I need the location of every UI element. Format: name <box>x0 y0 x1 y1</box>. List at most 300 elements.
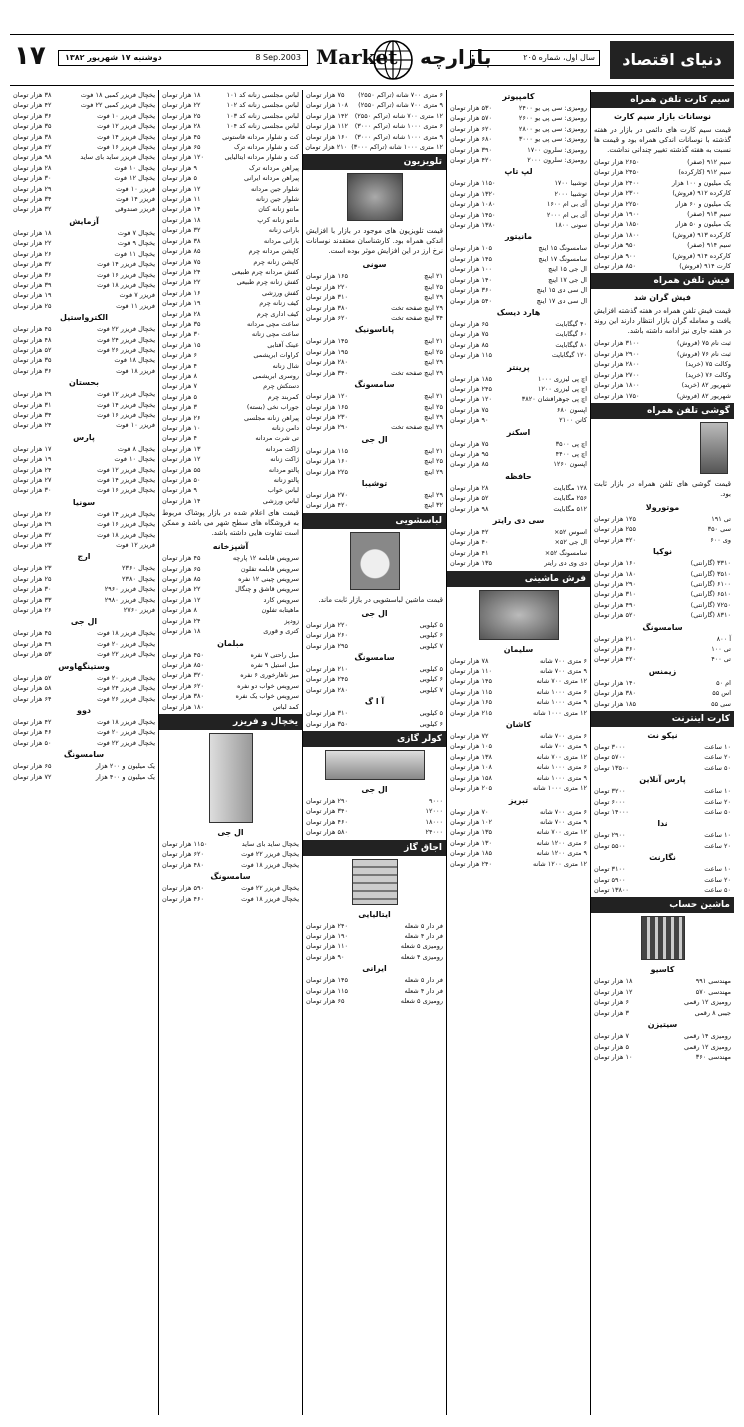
price-row <box>10 475 158 485</box>
price-row <box>447 483 590 493</box>
item-price: ۵۹۰۰ تومان <box>594 875 626 884</box>
price-row <box>447 329 590 339</box>
section-title-english: Market <box>316 45 398 69</box>
item-price: ۳۲ هزار تومان <box>13 205 52 214</box>
item-name: رومیزی ۵ شعله <box>400 997 443 1006</box>
item-price: ۳۱۰۰ تومان <box>594 865 626 874</box>
price-row <box>159 381 302 391</box>
item-price: ۳۳ هزار تومان <box>13 595 52 604</box>
item-price: ۷۲ هزار تومان <box>13 772 52 781</box>
item-name: سرویس کارد <box>263 595 299 604</box>
price-row <box>303 121 446 131</box>
item-price: ۶۲۰ هزار تومان <box>162 681 204 690</box>
item-name: ژاکت زنانه <box>270 455 299 464</box>
item-price: ۱۹ هزار تومان <box>162 299 201 308</box>
brand-heading: نگارنت <box>649 853 676 863</box>
price-row <box>591 634 734 644</box>
price-row <box>159 670 302 680</box>
item-name: فر دار ۵ شعله <box>404 976 443 985</box>
item-name: مانتو زنانه کتان <box>258 205 299 214</box>
price-row <box>447 199 590 209</box>
price-row <box>10 400 158 410</box>
item-price: ۳۹ هزار تومان <box>13 280 52 289</box>
item-name: ۲۹ اینچ <box>424 293 443 302</box>
brand-heading: فیش گران شد <box>633 293 692 303</box>
item-price: ۵۷۰۰ تومان <box>594 753 626 762</box>
item-price: ۳۸ هزار تومان <box>162 236 201 245</box>
price-row <box>303 941 446 951</box>
price-row <box>159 152 302 162</box>
price-row <box>591 199 734 209</box>
price-row <box>159 423 302 433</box>
section-heading: سیم کارت تلفن همراه <box>591 92 734 108</box>
price-row <box>10 111 158 121</box>
section-heading: یخچال و فریزر <box>159 714 302 730</box>
item-price: ۶۰۰۰ تومان <box>594 797 626 806</box>
item-name: یخچال ۸ فوت <box>117 444 155 453</box>
item-price: ۲۲۵۰ هزار تومان <box>594 199 640 208</box>
price-row <box>10 761 158 771</box>
item-name: ساعت مچی مردانه <box>247 319 299 328</box>
item-price: ۲۹۰ هزار تومان <box>306 423 348 432</box>
brand-heading: ایرانی <box>362 964 387 974</box>
item-name: سامسونگ ۱۵ اینچ <box>538 244 587 253</box>
item-price: ۳۰ هزار تومان <box>13 585 52 594</box>
price-row <box>10 249 158 259</box>
item-price: ۲۶ هزار تومان <box>13 606 52 615</box>
item-price: ۵۲ هزار تومان <box>13 673 52 682</box>
item-price: ۱۶۵ هزار تومان <box>450 698 492 707</box>
price-row <box>591 1008 734 1018</box>
item-price: ۴۲۰ هزار تومان <box>306 501 348 510</box>
item-name: رومیزی ۱۲ رقمی <box>684 998 731 1007</box>
item-price: ۳۲۰۰ تومان <box>594 787 626 796</box>
brand-heading: سونی <box>362 260 387 270</box>
section-heading: اجاق گاز <box>303 840 446 856</box>
item-price: ۶۲۰ هزار تومان <box>450 124 492 133</box>
item-name: یخچال فریزر ۲۶ فوت <box>97 345 155 354</box>
price-row <box>10 259 158 269</box>
item-price: ۱۶۰ هزار تومان <box>306 457 348 466</box>
price-row <box>159 702 302 712</box>
price-row <box>10 694 158 704</box>
item-price: ۳۰ هزار تومان <box>162 330 201 339</box>
item-name: یخچال فریزر ۲۹۸۰ <box>104 595 155 604</box>
section-heading: لباسشویی <box>303 513 446 529</box>
item-name: کانن ۲۱۰۰ <box>559 416 587 425</box>
item-price: ۳۸۰ هزار تومان <box>162 692 204 701</box>
price-row <box>10 420 158 430</box>
item-price: ۲۸ هزار تومان <box>162 309 201 318</box>
item-name: آ ۸۰۰ <box>716 634 731 643</box>
price-row <box>591 380 734 390</box>
price-row <box>10 184 158 194</box>
item-price: ۱۱۵ هزار تومان <box>450 687 492 696</box>
item-price: ۲۲ هزار تومان <box>13 239 52 248</box>
item-price: ۳ هزار تومان <box>162 403 197 412</box>
item-name: یخچال ۲۳۸۰ <box>122 574 155 583</box>
item-price: ۳۲ هزار تومان <box>13 530 52 539</box>
price-row <box>10 639 158 649</box>
item-name: دستکش چرم <box>263 382 299 391</box>
item-price: ۴۲ هزار تومان <box>13 143 52 152</box>
item-name: یخچال ۱۲ فوت <box>114 174 155 183</box>
item-price: ۲۴۵ هزار تومان <box>450 384 492 393</box>
item-name: سرویس چینی ۱۲ نفره <box>238 575 299 584</box>
item-price: ۶۲۰ هزار تومان <box>306 314 348 323</box>
price-row <box>447 493 590 503</box>
item-name: دامن زنانه <box>271 424 299 432</box>
item-name: ال سی دی ۱۵ اینچ <box>536 286 587 295</box>
item-price: ۳ هزار تومان <box>594 1008 629 1017</box>
brand-heading: بحستان <box>68 378 99 388</box>
item-name: کت و شلوار مردانه ترک <box>233 143 299 152</box>
section-title-persian: بازارچه <box>420 45 492 69</box>
item-price: ۱۴۰۰۰ تومان <box>594 808 629 817</box>
price-row <box>303 630 446 640</box>
price-row <box>591 251 734 261</box>
price-row <box>159 236 302 246</box>
item-name: فر دار ۵ شعله <box>404 921 443 930</box>
item-price: ۱۳ هزار تومان <box>162 444 201 453</box>
price-row <box>303 313 446 323</box>
price-row <box>303 282 446 292</box>
item-name: فریزر ۷ فوت <box>119 291 155 300</box>
item-name: بارانی زنانه <box>268 226 299 235</box>
item-name: یخچال فریزر ۱۴ فوت <box>97 132 155 141</box>
price-row <box>447 340 590 350</box>
price-row <box>591 864 734 874</box>
item-price: ۳۰ هزار تومان <box>13 486 52 495</box>
price-row <box>303 142 446 152</box>
item-price: ۲۱۰ هزار تومان <box>305 143 348 152</box>
item-name: ۶ کیلویی <box>419 631 443 640</box>
intro-paragraph: قیمت سیم کارت های دائمی در بازار در هفته گذشته با نوسانات اندکی همراه بود و قیمت ها نسبت به هفته گذشته تغییر چندانی نداشت. <box>594 126 731 154</box>
item-price: ۳۶۰ هزار تومان <box>450 286 492 295</box>
price-row <box>591 830 734 840</box>
item-price: ۴۲ هزار تومان <box>13 717 52 726</box>
item-price: ۱۲۰ هزار تومان <box>162 153 204 162</box>
item-name: یخچال فریزر ۱۴ فوت <box>97 260 155 269</box>
item-name: یخچال ۱۰ فوت <box>114 455 155 464</box>
price-row <box>447 405 590 415</box>
brand-heading: سامسونگ <box>642 622 683 632</box>
price-row <box>447 264 590 274</box>
item-price: ۲۸۰ هزار تومان <box>306 358 348 367</box>
price-row <box>591 261 734 271</box>
item-price: ۱۸۵۰ هزار تومان <box>594 220 640 229</box>
item-name: ۵۰ ساعت <box>704 763 731 772</box>
item-price: ۱۸۵ هزار تومان <box>450 374 492 383</box>
price-row <box>10 727 158 737</box>
item-price: ۶۵ هزار تومان <box>162 564 201 573</box>
item-name: اس ۵۵ <box>712 689 731 698</box>
item-name: ال سی دی ۱۷ اینچ <box>536 296 587 305</box>
item-name: ۱۲ متری ۷۰۰ شانه (تراکم ۲۵۵۰) <box>354 111 443 120</box>
price-row <box>591 219 734 229</box>
item-price: ۲۷۰۰ هزار تومان <box>594 370 640 379</box>
price-row <box>159 132 302 142</box>
price-row <box>303 132 446 142</box>
item-price: ۳۱۰ هزار تومان <box>306 293 348 302</box>
price-row <box>591 230 734 240</box>
item-price: ۵۲ هزار تومان <box>13 345 52 354</box>
item-price: ۴۸ هزار تومان <box>13 335 52 344</box>
item-name: رومیزی ۱۲ رقمی <box>684 1042 731 1051</box>
item-name: ۹ متری ۱۲۰۰ شانه <box>536 849 587 858</box>
price-row <box>10 90 158 100</box>
item-name: ۹ متری ۱۰۰۰ شانه <box>536 698 587 707</box>
price-row <box>159 309 302 319</box>
item-price: ۲۲ هزار تومان <box>162 585 201 594</box>
fridge-photo <box>209 733 253 823</box>
price-row <box>591 807 734 817</box>
item-price: ۵۰ هزار تومان <box>13 738 52 747</box>
brand-heading: آزمایش <box>69 216 99 226</box>
item-name: یک میلیون و ۱۰۰ هزار <box>671 178 731 187</box>
price-row <box>159 350 302 360</box>
item-name: یخچال ۷ فوت <box>117 228 155 237</box>
item-name: یک میلیون و ۶۰ هزار <box>675 199 731 208</box>
item-name: یخچال فریزر ۱۸ فوت <box>241 860 299 869</box>
intro-paragraph: قیمت گوشی های تلفن همراه در بازار ثابت بود. <box>594 479 731 498</box>
item-price: ۱۲۵ هزار تومان <box>594 514 636 523</box>
item-name: کیف اداری چرم <box>256 309 299 318</box>
item-price: ۴۵ هزار تومان <box>162 554 201 563</box>
item-price: ۱۳۵ هزار تومان <box>450 559 492 568</box>
item-price: ۱۹ هزار تومان <box>13 455 52 464</box>
price-row <box>159 319 302 329</box>
price-row <box>303 402 446 412</box>
item-price: ۲۶ هزار تومان <box>13 249 52 258</box>
item-name: فر دار ۴ شعله <box>404 932 443 941</box>
item-price: ۱۳۸ هزار تومان <box>450 752 492 761</box>
price-row <box>159 121 302 131</box>
item-name: ۲۱ اینچ <box>424 272 443 281</box>
item-name: وی ۶۰۰ <box>710 535 731 544</box>
item-name: یخچال ۱۰ فوت <box>114 163 155 172</box>
item-name: مبل استیل ۹ نفره <box>250 660 299 669</box>
item-name: سی ۵۵ <box>711 699 731 708</box>
price-row <box>591 569 734 579</box>
item-price: ۲۴۰ هزار تومان <box>450 859 492 868</box>
item-name: یک میلیون و ۴۰۰ هزار <box>95 772 155 781</box>
item-price: ۱۰ هزار تومان <box>594 1052 633 1061</box>
item-price: ۴۵ هزار تومان <box>13 325 52 334</box>
item-price: ۱۳۰ هزار تومان <box>450 838 492 847</box>
item-name: ۹ متری ۱۰۰۰ شانه (تراکم ۳۰۰۰) <box>354 132 443 141</box>
phone-photo <box>700 422 728 474</box>
washer-photo <box>350 532 400 590</box>
item-name: فر دار ۴ شعله <box>404 986 443 995</box>
price-row <box>447 243 590 253</box>
page-number: ۱۷ <box>14 41 46 71</box>
item-price: ۱۴۵ هزار تومان <box>450 254 492 263</box>
item-name: لباس ورزشی <box>262 496 299 505</box>
item-name: ۶ متری ۷۰۰ شانه <box>539 656 587 665</box>
item-price: ۸۵ هزار تومان <box>162 575 201 584</box>
price-row <box>447 459 590 469</box>
price-row <box>303 986 446 996</box>
item-name: ۱۲ متری ۷۰۰ شانه <box>536 677 587 686</box>
item-price: ۲۲۵ هزار تومان <box>306 467 348 476</box>
item-name: رومیزی: سی پی یو ۲۴۰۰ <box>518 104 587 112</box>
section-heading: ماشین حساب <box>591 897 734 913</box>
price-row <box>10 509 158 519</box>
price-row <box>159 267 302 277</box>
item-price: ۲۱۰ هزار تومان <box>306 664 348 673</box>
item-price: ۱۰۰ هزار تومان <box>450 265 492 274</box>
item-name: یخچال فریزر ۲۰ فوت <box>97 673 155 682</box>
item-name: فریزر ۲۷۶۰ <box>123 606 155 615</box>
price-row <box>10 628 158 638</box>
price-row <box>591 188 734 198</box>
item-name: یخچال فریزر ۱۸ فوت <box>97 530 155 539</box>
price-row <box>159 173 302 183</box>
item-name: یخچال فریزر ۱۸ فوت <box>241 894 299 903</box>
price-row <box>591 535 734 545</box>
item-name: ۵۰ ساعت <box>704 886 731 895</box>
item-price: ۹۵ هزار تومان <box>450 449 489 458</box>
item-name: ال جی ۵۲× <box>554 538 587 547</box>
item-price: ۱۸۵ هزار تومان <box>594 699 636 708</box>
item-name: ۵۱۲ مگابایت <box>553 504 587 513</box>
item-price: ۳۸ هزار تومان <box>13 91 52 99</box>
item-name: رومیزی: سی پی یو ۳۰۰۰ <box>518 135 587 144</box>
price-row <box>10 584 158 594</box>
price-row <box>591 885 734 895</box>
price-row <box>303 90 446 100</box>
price-row <box>591 1052 734 1062</box>
price-row <box>447 374 590 384</box>
price-row <box>447 439 590 449</box>
item-price: ۱۴۵ هزار تومان <box>306 976 348 985</box>
price-row <box>10 142 158 152</box>
item-price: ۱۲ هزار تومان <box>162 455 201 464</box>
item-name: یخچال فریزر ۱۸ فوت <box>97 629 155 638</box>
item-name: لباس خواب <box>267 486 299 495</box>
brand-heading: هارد دیسک <box>496 307 541 317</box>
item-name: سیم ۹۱۳ (صفر) <box>687 210 731 219</box>
price-row <box>591 349 734 359</box>
price-row <box>10 717 158 727</box>
price-row <box>303 996 446 1006</box>
item-name: یخچال ۱۸ فوت <box>114 356 155 365</box>
price-listing-columns <box>10 90 734 1415</box>
item-name: ۲۰ ساعت <box>704 753 731 762</box>
price-row <box>10 649 158 659</box>
price-row <box>303 490 446 500</box>
price-row <box>447 827 590 837</box>
item-name: ۲۵ اینچ <box>424 347 443 356</box>
price-row <box>447 415 590 425</box>
item-name: ۷ کیلویی <box>419 641 443 650</box>
price-row <box>159 660 302 670</box>
item-name: ساعت مچی زنانه <box>251 330 299 339</box>
item-price: ۷ هزار تومان <box>594 1032 629 1041</box>
item-name: پالتو زنانه <box>273 476 299 485</box>
item-name: فریزر ۱۲ فوت <box>116 541 155 550</box>
item-price: ۱۹ هزار تومان <box>13 291 52 300</box>
price-row <box>447 783 590 793</box>
price-row <box>159 402 302 412</box>
item-name: ۳۴ اینچ صفحه تخت <box>391 314 443 323</box>
item-price: ۱۲ هزار تومان <box>162 184 201 193</box>
price-column-4 <box>158 90 302 1415</box>
brand-heading: نوکیا <box>653 547 672 557</box>
item-name: کاپشن مردانه چرم <box>248 247 299 256</box>
price-row <box>159 298 302 308</box>
item-price: ۲۰۵ هزار تومان <box>450 784 492 793</box>
item-price: ۱۲ هزار تومان <box>594 987 633 996</box>
price-row <box>591 359 734 369</box>
brand-heading: ال جی <box>361 434 388 444</box>
item-price: ۲۲۰ هزار تومان <box>306 620 348 629</box>
price-row <box>159 574 302 584</box>
price-row <box>591 514 734 524</box>
item-price: ۳۲۰ هزار تومان <box>162 671 204 680</box>
price-row <box>591 688 734 698</box>
price-row <box>591 786 734 796</box>
price-row <box>447 807 590 817</box>
item-price: ۱۴۰ هزار تومان <box>450 275 492 284</box>
item-name: ۲۰ ساعت <box>704 841 731 850</box>
price-row <box>447 210 590 220</box>
item-name: شلوار جین زنانه <box>255 195 299 204</box>
price-row <box>159 204 302 214</box>
price-row <box>303 796 446 806</box>
brand-heading: کاشان <box>505 720 532 730</box>
item-price: ۲۹۰ هزار تومان <box>594 579 636 588</box>
item-name: اپسون ۶۸۰ <box>556 405 587 414</box>
price-row <box>159 475 302 485</box>
item-name: مبل راحتی ۷ نفره <box>250 650 299 659</box>
price-row <box>447 708 590 718</box>
price-row <box>447 527 590 537</box>
newspaper-logo: دنیای اقتصاد <box>610 41 734 79</box>
item-name: ۱۰ ساعت <box>704 831 731 840</box>
item-name: ال جی ۱۷ اینچ <box>548 275 587 284</box>
item-price: ۱۳۸۰۰ تومان <box>594 886 629 895</box>
price-row <box>447 220 590 230</box>
item-name: ۲۰ ساعت <box>704 875 731 884</box>
price-row <box>10 389 158 399</box>
item-price: ۳۹۰ هزار تومان <box>450 145 492 154</box>
price-row <box>447 548 590 558</box>
price-row <box>159 883 302 893</box>
item-price: ۱۰۵ هزار تومان <box>450 742 492 751</box>
item-name: ۲۹ اینچ <box>424 490 443 499</box>
brand-heading: سیتیزن <box>647 1020 678 1030</box>
price-row <box>159 485 302 495</box>
item-name: ثبت نام ۷۵ (فروش) <box>677 339 731 348</box>
price-row <box>303 975 446 985</box>
item-name: ۶ کیلویی <box>419 719 443 728</box>
price-row <box>159 839 302 849</box>
item-price: ۵۷۰ هزار تومان <box>450 114 492 123</box>
brand-heading: سونیا <box>72 497 96 507</box>
price-row <box>447 504 590 514</box>
price-row <box>10 324 158 334</box>
item-price: ۲۳۰ هزار تومان <box>306 412 348 421</box>
section-heading: تلویزیون <box>303 154 446 170</box>
item-name: ۱۰ ساعت <box>704 865 731 874</box>
item-price: ۹۰۰ هزار تومان <box>594 251 636 260</box>
item-price: ۳۲ هزار تومان <box>13 260 52 269</box>
item-name: یخچال فریزر ۱۲ فوت <box>97 122 155 131</box>
item-name: یک میلیون و ۲۰۰ هزار <box>95 762 155 771</box>
intro-paragraph: قیمت تلویزیون های موجود در بازار با افزایش اندکی همراه بود. کارشناسان معتقدند نوسانات نرخ ارز در این افزایش موثر بوده است. <box>306 227 443 256</box>
